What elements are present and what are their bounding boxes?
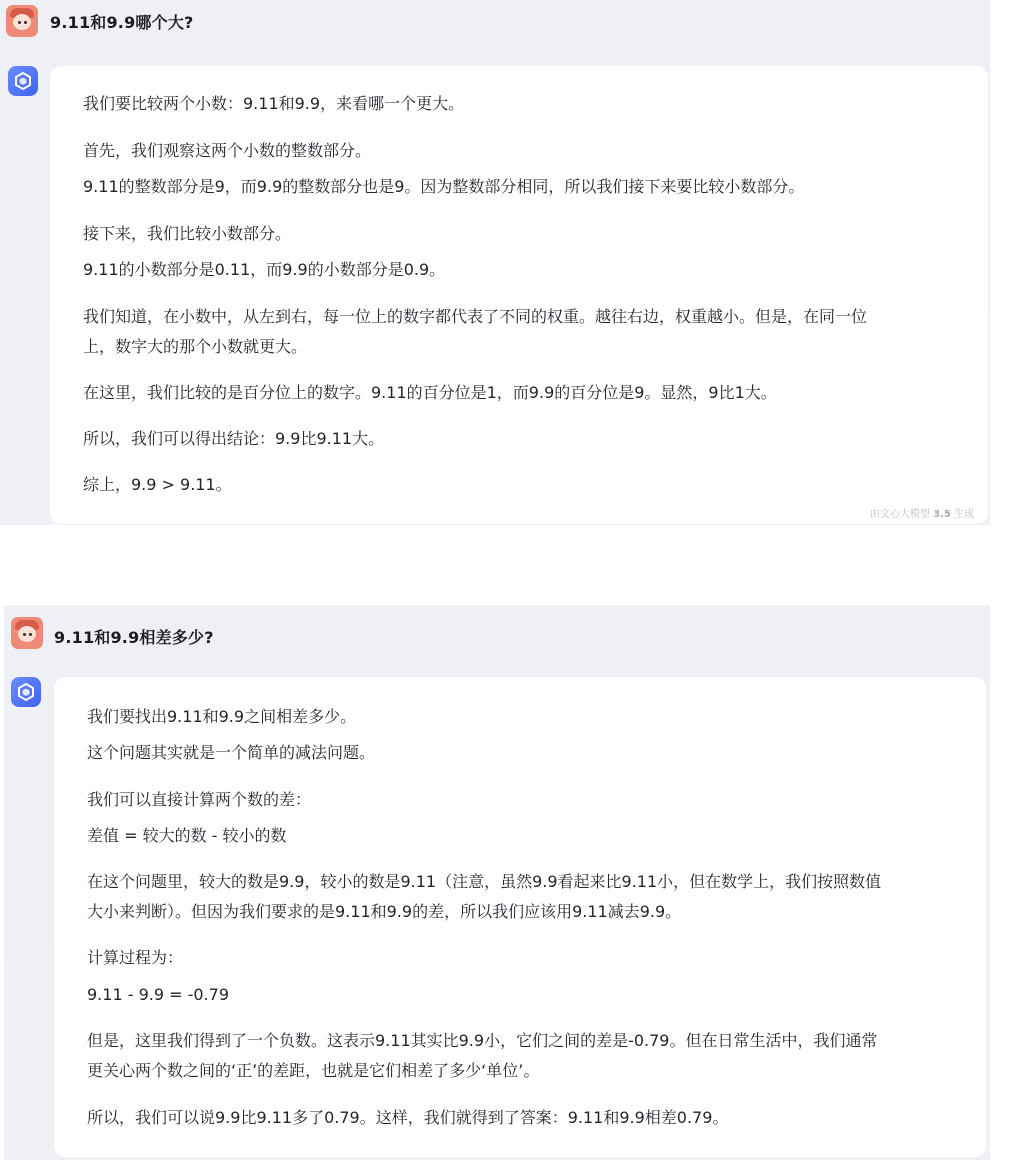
answer-card [50,66,988,524]
answer-paragraph: 9.11 - 9.9 = -0.79 [87,985,229,1004]
answer-paragraph: 我们知道，在小数中，从左到右，每一位上的数字都代表了不同的权重。越往右边，权重越小。但是，在同一位 [83,307,868,326]
conversation-panel-1 [0,0,990,525]
answer-paragraph: 所以，我们可以说9.9比9.11多了0.79。这样，我们就得到了答案：9.11和9.9相差0.79。 [87,1108,729,1127]
answer-card [54,677,986,1157]
answer-paragraph: 首先，我们观察这两个小数的整数部分。 [83,141,372,160]
answer-paragraph: 接下来，我们比较小数部分。 [83,224,292,243]
user-question: 9.11和9.9相差多少? [54,628,214,647]
user-question: 9.11和9.9哪个大? [50,13,194,32]
answer-paragraph: 上，数字大的那个小数就更大。 [83,337,308,356]
answer-paragraph: 综上，9.9 > 9.11。 [83,475,232,494]
ernie-logo-icon [16,682,36,702]
answer-paragraph: 在这里，我们比较的是百分位上的数字。9.11的百分位是1，而9.9的百分位是9。显然，9比1大。 [83,383,777,402]
user-avatar [6,5,38,37]
bot-avatar [11,677,41,707]
conversation-panel-2 [4,605,990,1160]
answer-paragraph: 差值 = 较大的数 - 较小的数 [87,826,287,845]
answer-paragraph: 我们要比较两个小数：9.11和9.9，来看哪一个更大。 [83,94,465,113]
answer-paragraph: 大小来判断）。但因为我们要求的是9.11和9.9的差，所以我们应该用9.11减去9.9。 [87,902,682,921]
answer-paragraph: 更关心两个数之间的‘正’的差距，也就是它们相差了多少‘单位’。 [87,1061,540,1080]
ernie-logo-icon [13,71,33,91]
answer-paragraph: 这个问题其实就是一个简单的减法问题。 [87,743,376,762]
user-avatar [11,617,43,649]
answer-paragraph: 我们要找出9.11和9.9之间相差多少。 [87,707,357,726]
answer-paragraph: 所以，我们可以得出结论：9.9比9.11大。 [83,429,385,448]
answer-paragraph: 计算过程为： [87,948,184,967]
answer-paragraph: 在这个问题里，较大的数是9.9，较小的数是9.11（注意，虽然9.9看起来比9.11小，但在数学上，我们按照数值 [87,872,882,891]
model-watermark: 由文心大模型 3.5 生成 [869,509,974,520]
answer-paragraph: 我们可以直接计算两个数的差： [87,790,312,809]
answer-paragraph: 9.11的小数部分是0.11，而9.9的小数部分是0.9。 [83,260,446,279]
bot-avatar [8,66,38,96]
answer-paragraph: 但是，这里我们得到了一个负数。这表示9.11其实比9.9小，它们之间的差是-0.79。但在日常生活中，我们通常 [87,1031,878,1050]
answer-paragraph: 9.11的整数部分是9，而9.9的整数部分也是9。因为整数部分相同，所以我们接下来要比较小数部分。 [83,177,805,196]
